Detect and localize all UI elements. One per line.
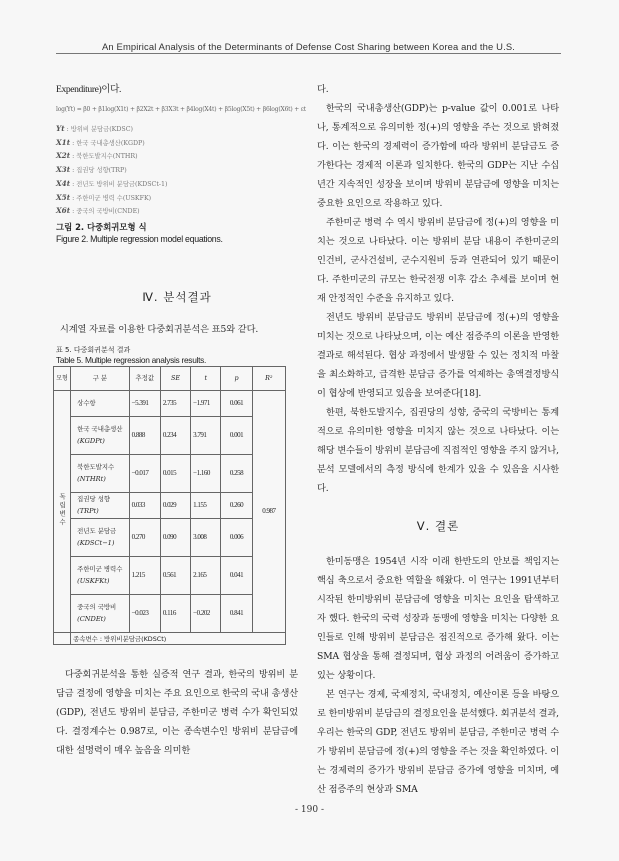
row-label-text: 한국 국내총생산 (77, 425, 123, 434)
footer-spacer (54, 632, 71, 644)
cell-se: 0.561 (160, 556, 190, 594)
header-category: 구 분 (71, 366, 130, 390)
paragraph-conclusion-2: 본 연구는 경제, 국제정치, 국내정치, 예산이론 등을 바탕으로 한미방위비 분담금의 결정요인을 분석했다. 회귀분석 결과, 우리는 한국의 GDP, 전년도 방위비 분담금, 주한미군 병력 수가 방위비 분담금에 정(+)의 영향을 주는 것을 확인하였다. 이는 경제력의 증가가 방위비 분담금 증가에 영향을 미치며, 예산 점증주의 현상과 SMA (317, 689, 559, 795)
paragraph-gdp: 한국의 국내총생산(GDP)는 p-value 값이 0.001로 나타나, 통계적으로 유의미한 정(+)의 영향을 주는 것으로 밝혀졌다. 이는 한국의 경제력이 증가함에 따라 방위비 분담금도 증가한다는 경제적 이론과 일치한다. 한국의 GDP는 지난 수십 년간 지속적인 성장을 보이며 방위비 분담금에 영향을 미치는 중요한 요인으로 작용하고 있다. (317, 103, 559, 209)
cell-estimate: −0.023 (129, 594, 160, 632)
section-title-conclusion: Ⅴ. 결론 (416, 519, 460, 533)
paragraph-conclusion-1: 한미동맹은 1954년 시작 이래 한반도의 안보를 책임지는 핵심 축으로서 중요한 역할을 해왔다. 이 연구는 1991년부터 시작된 한미방위비 분담금에 영향을 미치는 요인을 탐색하고자 했다. 한국의 국력 성장과 동맹에 영향을 미치는 다양한 요인들로 인해 방위비 분담금은 점진적으로 증가해 왔다. 이는 SMA 협상을 통해 결정되며, 협상 과정의 어려움이 증가하고 있는 상황이다. (317, 556, 559, 681)
variable-desc: 북한도발지수(NTHR) (76, 153, 138, 161)
variable-symbol: X4t (56, 178, 71, 188)
table-caption-korean: 표 5. 다중회귀분석 결과 (56, 345, 131, 354)
row-label (71, 416, 130, 454)
row-label (71, 556, 130, 594)
table-caption-english: Table 5. Multiple regression analysis results. (56, 354, 207, 365)
row-label (71, 518, 130, 556)
header-t (191, 366, 221, 390)
row-label-text: 집권당 성향 (77, 495, 111, 504)
cell-se: 0.234 (160, 416, 190, 454)
table-row (54, 390, 286, 416)
variable-definition: X2t : 북한도발지수(NTHR) (56, 151, 138, 161)
figure-caption-korean: 그림 2. 다중회귀모형 식 (56, 221, 147, 232)
cell-estimate: 0.033 (129, 492, 160, 518)
variable-desc: 한국 국내총생산(KGDP) (76, 139, 145, 147)
table-row (54, 556, 286, 594)
header-p (221, 366, 252, 390)
variable-definition: Yt : 방위비 분담금(KDSC) (56, 124, 134, 133)
variable-desc: 방위비 분담금(KDSC) (70, 126, 134, 133)
cell-t: −1.160 (191, 454, 221, 492)
figure-caption-english: Figure 2. Multiple regression model equations. (56, 233, 223, 244)
row-label-text: 주한미군 병력수 (77, 565, 123, 574)
row-label (71, 492, 130, 518)
variable-definition: X3t : 집권당 성향(TRP) (56, 165, 127, 175)
cell-se: 0.116 (160, 594, 190, 632)
row-symbol: (CNDEt) (77, 615, 106, 624)
header-t-text: t (204, 373, 208, 382)
variable-desc: 주한미군 병력 수(USKFK) (76, 194, 152, 202)
header-estimate: 추정값 (129, 366, 160, 390)
row-label (71, 390, 130, 416)
cell-t: 3.008 (191, 518, 221, 556)
table-row (54, 416, 286, 454)
cell-estimate: 0.888 (129, 416, 160, 454)
variable-desc: 전년도 방위비 분담금(KDSCt-1) (76, 180, 168, 188)
cell-p: 0.260 (221, 492, 252, 518)
regression-formula: log(Yt) = β0 + β1log(X1t) + β2X2t + β3X3t + β4log(X4t) + β5log(X5t) + β6log(X6t) + εt (56, 106, 306, 113)
row-symbol: (KGDPt) (77, 437, 105, 446)
regression-table (53, 366, 286, 645)
section-title-results: Ⅳ. 분석결과 (142, 289, 212, 304)
cell-p: 0.001 (221, 416, 252, 454)
left-column (56, 80, 306, 760)
cell-p: 0.041 (221, 556, 252, 594)
table-footer-row (54, 632, 286, 644)
cell-se: 0.090 (160, 518, 190, 556)
row-symbol: (NTHRt) (77, 475, 106, 484)
section-intro: 시계열 자료를 이용한 다중회귀분석은 표5와 같다. (60, 323, 259, 335)
variable-symbol: X2t (56, 151, 71, 161)
row-label (71, 594, 130, 632)
variable-definition: X4t : 전년도 방위비 분담금(KDSCt-1) (56, 178, 168, 188)
variable-definitions (56, 123, 298, 219)
paragraph-insignificant: 한편, 북한도발지수, 집권당의 성향, 중국의 국방비는 통계적으로 유의미한 영향을 미치지 않는 것으로 나타났다. 이는 해당 변수들이 방위비 분담금에 직접적인 영향을 주지 않거나, 분석 모델에서의 측정 방식에 한계가 있을 수 있음을 시사한다. (317, 407, 559, 494)
cell-t: 2.165 (191, 556, 221, 594)
cell-se: 2.735 (160, 390, 190, 416)
cell-t: −0.202 (191, 594, 221, 632)
row-label-text: 전년도 분담금 (77, 527, 117, 536)
header-r2-text: R² (265, 373, 273, 382)
cell-estimate: −5.391 (129, 390, 160, 416)
right-column (317, 80, 559, 799)
cell-p: 0.841 (221, 594, 252, 632)
cell-t: 3.791 (191, 416, 221, 454)
running-header: An Empirical Analysis of the Determinants of Defense Cost Sharing between Korea and the U.S. (102, 41, 515, 52)
table-row (54, 454, 286, 492)
page-number: - 190 - (295, 805, 324, 815)
paragraph-results: 다중회귀분석을 통한 실증적 연구 결과, 한국의 방위비 분담금 결정에 영향을 미치는 주요 요인으로 한국의 국내 총생산(GDP), 전년도 방위비 분담금, 주한미군 병력 수가 확인되었다. 결정계수는 0.987로, 이는 종속변수인 방위비 분담금에 대한 설명력이 매우 높음을 의미한 (56, 668, 298, 756)
cell-p: 0.061 (221, 390, 252, 416)
cell-p: 0.006 (221, 518, 252, 556)
paragraph-uskfk: 주한미군 병력 수 역시 방위비 분담금에 정(+)의 영향을 미치는 것으로 나타났다. 이는 방위비 분담 내용이 주한미군의 인건비, 군사건설비, 군수지원비 등과 연관되어 있기 때문이다. 주한미군의 규모는 한국전쟁 이후 감소 추세를 보이며 현재 안정적인 수준을 유지하고 있다. (317, 217, 559, 304)
variable-symbol: Yt (56, 124, 65, 133)
intro-line: Expenditure)이다. (56, 84, 122, 95)
cell-estimate: 0.270 (129, 518, 160, 556)
cell-t: 1.155 (191, 492, 221, 518)
cell-estimate: 1.215 (129, 556, 160, 594)
cell-p: 0.258 (221, 454, 252, 492)
row-symbol: (USKFKt) (77, 577, 110, 586)
variable-definition: X1t : 한국 국내총생산(KGDP) (56, 137, 145, 147)
table-row (54, 594, 286, 632)
cell-se: 0.015 (160, 454, 190, 492)
row-symbol: (TRPt) (77, 507, 99, 516)
table-header-row (54, 366, 286, 390)
group-label-text: 독립변수 (58, 492, 67, 527)
cell-estimate: −0.017 (129, 454, 160, 492)
variable-definition: X6t : 중국의 국방비(CNDE) (56, 206, 140, 216)
header-p-text: p (234, 373, 239, 382)
group-label (54, 390, 71, 632)
variable-symbol: X3t (56, 165, 71, 175)
header-rule (56, 53, 561, 54)
cell-se: 0.029 (160, 492, 190, 518)
row-label (71, 454, 130, 492)
variable-definition: X5t : 주한미군 병력 수(USKFK) (56, 192, 152, 202)
variable-symbol: X1t (56, 137, 71, 147)
variable-symbol: X5t (56, 192, 71, 202)
continuation-line: 다. (317, 84, 329, 95)
header-r2 (252, 366, 285, 390)
variable-desc: 중국의 국방비(CNDE) (76, 208, 140, 216)
table-row (54, 518, 286, 556)
header-se-text: SE (171, 373, 181, 382)
row-label-text: 상수항 (77, 399, 96, 408)
row-label-text: 북한도발지수 (77, 463, 115, 472)
variable-symbol: X6t (56, 206, 71, 216)
cell-r-squared: 0.987 (252, 390, 285, 632)
variable-desc: 집권당 성향(TRP) (76, 167, 127, 175)
dependent-variable-note: 종속변수 : 방위비분담금(KDSCt) (71, 632, 286, 644)
cell-t: −1.971 (191, 390, 221, 416)
row-label-text: 중국의 국방비 (77, 603, 117, 612)
header-model: 모형 (54, 366, 71, 390)
header-se (160, 366, 190, 390)
row-symbol: (KDSCt−1) (77, 539, 115, 548)
table-row (54, 492, 286, 518)
paragraph-previous-year: 전년도 방위비 분담금도 방위비 분담금에 정(+)의 영향을 미치는 것으로 나타났으며, 이는 예산 점증주의 이론을 반영한 결과로 해석된다. 협상 과정에서 발생할 수 있는 정치적 마찰을 최소화하고, 급격한 분담금 증가를 억제하는 총액결정방식이 협상에 반영되고 있음을 보여준다[18]. (317, 312, 559, 399)
